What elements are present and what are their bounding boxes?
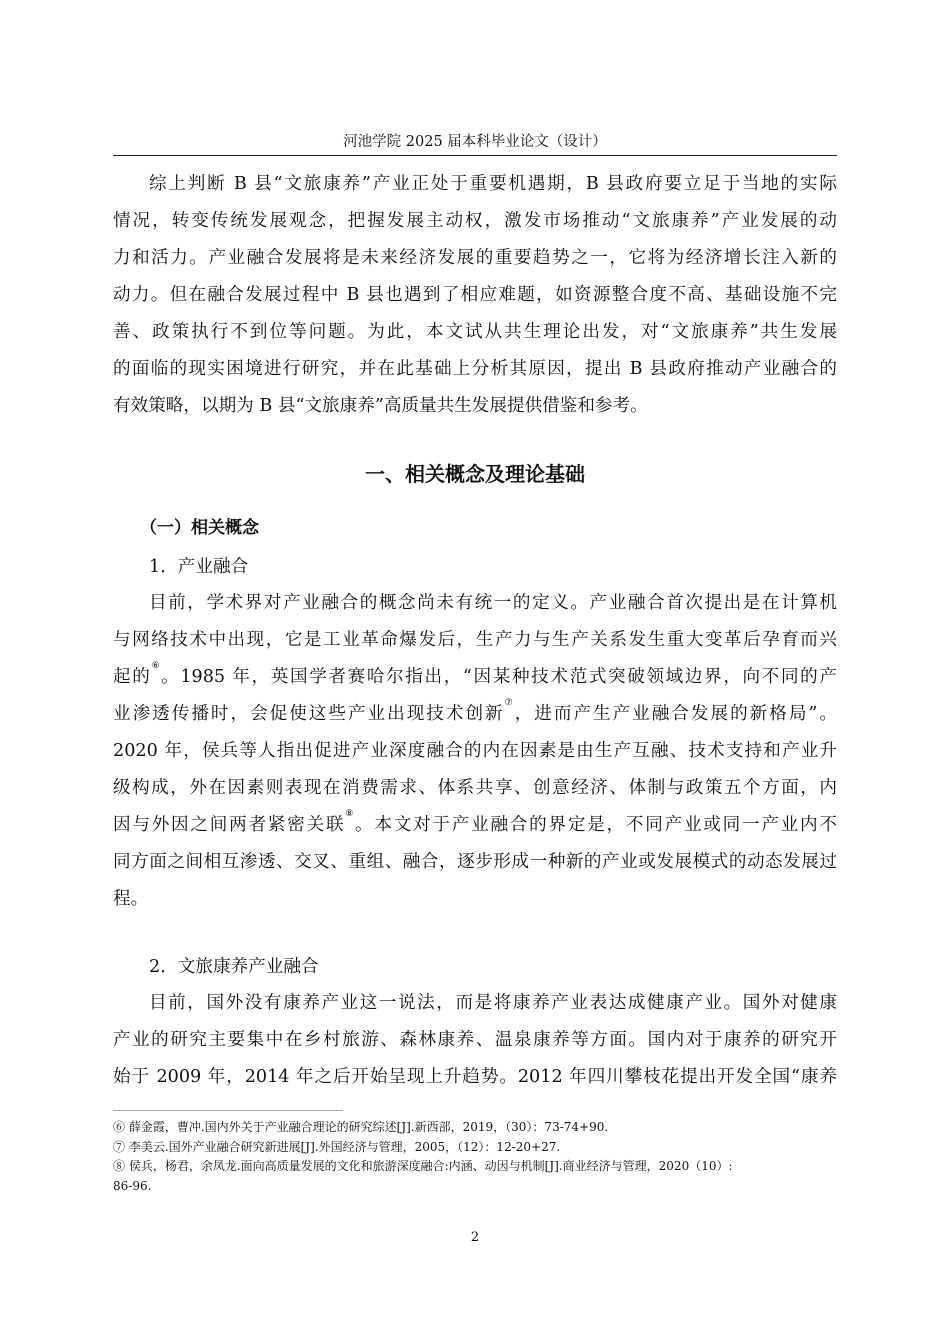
- footnote-reference[interactable]: ⑦: [504, 698, 515, 708]
- footnote-reference[interactable]: ⑥: [151, 661, 162, 671]
- text-line: 与网络技术中出现，它是工业革命爆发后，生产力与生产关系发生重大变革后孕育而兴: [113, 630, 837, 650]
- footnotes: [113, 1118, 837, 1196]
- footnote-6: ⑥ 薛金霞，曹冲.国内外关于产业融合理论的研究综述[J].新西部，2019，（30）：73-74+90.: [113, 1120, 609, 1134]
- header-rule: [113, 155, 837, 156]
- paragraph-intro: [113, 166, 837, 425]
- footnote-rule: [113, 1110, 343, 1111]
- text-line: 善、政策执行不到位等问题。为此，本文试从共生理论出发，对“文旅康养”共生发展: [113, 322, 837, 342]
- footnote-reference[interactable]: ⑧: [345, 809, 356, 819]
- text-line: 程。: [113, 889, 149, 909]
- running-header: 河池学院 2025 届本科毕业论文（设计）: [343, 134, 607, 150]
- text-line: 起的⑥。1985 年，英国学者赛哈尔指出，“因某种技术范式突破领域边界，向不同的产: [113, 661, 837, 687]
- text-line: 综上判断 B 县“文旅康养”产业正处于重要机遇期，B 县政府要立足于当地的实际: [149, 174, 837, 194]
- text-line: 业渗透传播时，会促使这些产业出现技术创新⑦，进而产生产业融合发展的新格局”。: [113, 698, 837, 724]
- text-line: 的面临的现实困境进行研究，并在此基础上分析其原因，提出 B 县政府推动产业融合的: [113, 359, 837, 379]
- text-line: 始于 2009 年，2014 年之后开始呈现上升趋势。2012 年四川攀枝花提出开发全国“康养: [113, 1067, 837, 1087]
- text-line: 同方面之间相互渗透、交叉、重组、融合，逐步形成一种新的产业或发展模式的动态发展过: [113, 852, 837, 872]
- section-heading: 一、相关概念及理论基础: [365, 462, 585, 486]
- subsubsection-heading-2: 2．文旅康养产业融合: [149, 957, 319, 977]
- text-line: 因与外因之间两者紧密关联⑧。本文对于产业融合的界定是，不同产业或同一产业内不: [113, 809, 837, 835]
- footnote-8-cont: 86-96.: [113, 1178, 152, 1193]
- text-line: 力和活力。产业融合发展将是未来经济发展的重要趋势之一，它将为经济增长注入新的: [113, 248, 837, 268]
- page-number: 2: [470, 1230, 480, 1245]
- text-line: 级构成，外在因素则表现在消费需求、体系共享、创意经济、体制与政策五个方面，内: [113, 778, 837, 798]
- text-line: 产业的研究主要集中在乡村旅游、森林康养、温泉康养等方面。国内对于康养的研究开: [113, 1030, 837, 1050]
- subsubsection-heading-1: 1．产业融合: [149, 557, 249, 577]
- text-line: 情况，转变传统发展观念，把握发展主动权，激发市场推动“文旅康养”产业发展的动: [113, 211, 837, 231]
- subsection-heading: （一）相关概念: [140, 518, 259, 538]
- paragraph-wellness-fusion: [113, 985, 837, 1096]
- text-line: 2020 年，侯兵等人指出促进产业深度融合的内在因素是由生产互融、技术支持和产业升: [113, 741, 837, 761]
- footnote-8: ⑧ 侯兵，杨君，余凤龙.面向高质量发展的文化和旅游深度融合:内涵、动因与机制[J].商业经济与管理，2020（10）:: [113, 1159, 733, 1173]
- text-line: 动力。但在融合发展过程中 B 县也遇到了相应难题，如资源整合度不高、基础设施不完: [113, 285, 837, 305]
- text-line: 目前，学术界对产业融合的概念尚未有统一的定义。产业融合首次提出是在计算机: [149, 593, 837, 613]
- text-line: 有效策略，以期为 B 县“文旅康养”高质量共生发展提供借鉴和参考。: [113, 396, 648, 416]
- text-line: 目前，国外没有康养产业这一说法，而是将康养产业表达成健康产业。国外对健康: [149, 993, 837, 1013]
- footnote-7: ⑦ 李美云.国外产业融合研究新进展[J].外国经济与管理，2005，（12）：12-20+27.: [113, 1139, 561, 1154]
- paragraph-industry-fusion: [113, 585, 837, 918]
